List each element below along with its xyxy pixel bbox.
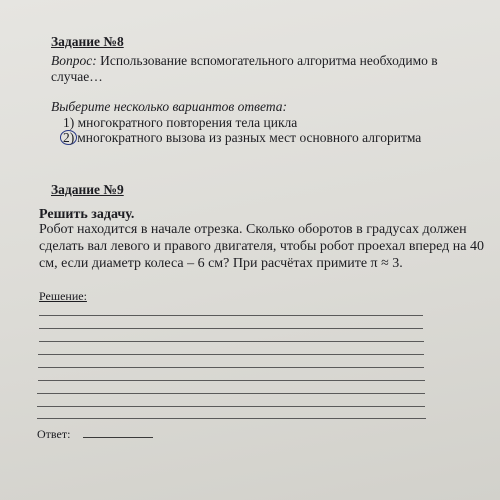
task8-question-line2: случае…: [51, 69, 103, 84]
solution-line[interactable]: [37, 406, 425, 407]
solution-line[interactable]: [37, 418, 426, 419]
task9-text-line2: сделать вал левого и правого двигателя, чтобы робот проехал вперед на 40: [39, 239, 484, 254]
question-text: Использование вспомогательного алгоритма необходимо в: [96, 53, 438, 68]
solution-label: Решение:: [39, 289, 87, 303]
option-number: 1): [63, 115, 75, 130]
option-text: многократного повторения тела цикла: [74, 115, 298, 130]
task8-question-line1: [51, 53, 438, 69]
task9-solve-heading: Решить задачу.: [39, 207, 135, 222]
solution-line[interactable]: [39, 328, 423, 329]
solution-line[interactable]: [37, 393, 425, 394]
answer-label: Ответ:: [37, 427, 71, 441]
task9-title: Задание №9: [51, 182, 124, 197]
question-label: Вопрос:: [51, 53, 97, 68]
circled-option-number: 2): [60, 130, 77, 145]
task8-option-1[interactable]: [63, 115, 297, 131]
option-text: многократного вызова из разных мест основного алгоритма: [77, 130, 422, 145]
task9-text-line3: см, если диаметр колеса – 6 см? При расчётах примите π ≈ 3.: [39, 256, 403, 271]
solution-line[interactable]: [38, 380, 425, 381]
choose-options-label: Выберите несколько вариантов ответа:: [51, 99, 287, 114]
answer-input-line[interactable]: [83, 437, 153, 438]
task9-text-line1: Робот находится в начале отрезка. Сколько оборотов в градусах должен: [39, 222, 467, 237]
solution-line[interactable]: [39, 315, 423, 316]
task8-title: Задание №8: [51, 34, 124, 49]
solution-line[interactable]: [38, 354, 424, 355]
solution-line[interactable]: [39, 341, 424, 342]
solution-line[interactable]: [38, 367, 424, 368]
task8-option-2[interactable]: [63, 130, 421, 146]
